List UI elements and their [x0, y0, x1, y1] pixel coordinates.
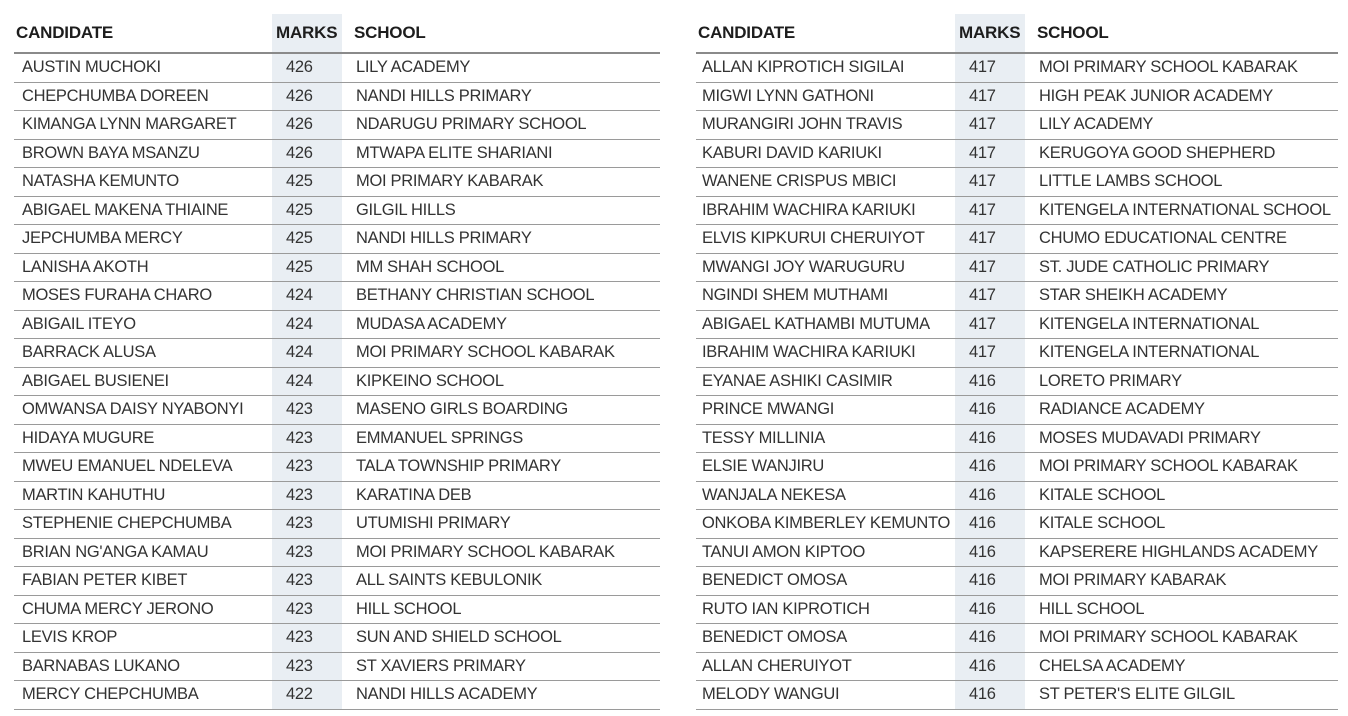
table-row [14, 282, 660, 311]
school-cell: NANDI HILLS PRIMARY [356, 86, 532, 105]
table-row [696, 140, 1338, 169]
school-cell: MOI PRIMARY SCHOOL KABARAK [356, 542, 615, 561]
school-cell: MOI PRIMARY KABARAK [1039, 571, 1227, 590]
school-cell: HILL SCHOOL [1039, 599, 1145, 618]
school-cell: SUN AND SHIELD SCHOOL [356, 628, 562, 647]
candidate-cell: STEPHENIE CHEPCHUMBA [22, 514, 232, 533]
school-cell: KAPSERERE HIGHLANDS ACADEMY [1039, 542, 1318, 561]
table-row [696, 168, 1338, 197]
marks-cell: 426 [286, 143, 313, 162]
candidate-cell: ABIGAEL KATHAMBI MUTUMA [702, 314, 930, 333]
school-cell: ST. JUDE CATHOLIC PRIMARY [1039, 257, 1270, 276]
table-row [696, 339, 1338, 368]
school-cell: CHUMO EDUCATIONAL CENTRE [1039, 229, 1287, 248]
marks-cell: 426 [286, 115, 313, 134]
school-cell: TALA TOWNSHIP PRIMARY [356, 457, 561, 476]
marks-cell: 425 [286, 172, 313, 191]
table-row [696, 425, 1338, 454]
candidate-cell: NATASHA KEMUNTO [22, 172, 179, 191]
table-row [14, 140, 660, 169]
table-row [14, 567, 660, 596]
school-cell: KITALE SCHOOL [1039, 485, 1165, 504]
table-row [696, 681, 1338, 710]
candidate-cell: RUTO IAN KIPROTICH [702, 599, 870, 618]
marks-cell: 416 [969, 400, 996, 419]
candidate-cell: LANISHA AKOTH [22, 257, 149, 276]
table-row [14, 596, 660, 625]
marks-cell: 417 [969, 343, 996, 362]
marks-cell: 416 [969, 542, 996, 561]
school-cell: ST PETER'S ELITE GILGIL [1039, 685, 1235, 704]
candidate-cell: CHUMA MERCY JERONO [22, 599, 214, 618]
table-row [696, 453, 1338, 482]
candidate-cell: FABIAN PETER KIBET [22, 571, 188, 590]
marks-cell: 416 [969, 485, 996, 504]
school-cell: MOI PRIMARY SCHOOL KABARAK [1039, 58, 1298, 77]
marks-cell: 424 [286, 343, 313, 362]
candidate-cell: CHEPCHUMBA DOREEN [22, 86, 209, 105]
marks-cell: 425 [286, 257, 313, 276]
marks-cell: 425 [286, 200, 313, 219]
marks-cell: 422 [286, 685, 313, 704]
table-row [14, 539, 660, 568]
school-cell: ST XAVIERS PRIMARY [356, 656, 526, 675]
table-body [696, 54, 1338, 710]
table-row [14, 311, 660, 340]
candidate-cell: KIMANGA LYNN MARGARET [22, 115, 237, 134]
marks-cell: 416 [969, 571, 996, 590]
candidate-cell: MURANGIRI JOHN TRAVIS [702, 115, 903, 134]
school-cell: RADIANCE ACADEMY [1039, 400, 1205, 419]
marks-cell: 417 [969, 229, 996, 248]
table-header [14, 14, 660, 54]
table-row [696, 539, 1338, 568]
marks-cell: 423 [286, 656, 313, 675]
candidate-cell: MELODY WANGUI [702, 685, 840, 704]
candidate-cell: WANJALA NEKESA [702, 485, 846, 504]
table-header [696, 14, 1338, 54]
marks-cell: 417 [969, 115, 996, 134]
table-row [14, 83, 660, 112]
school-cell: KITALE SCHOOL [1039, 514, 1165, 533]
candidate-cell: ALLAN CHERUIYOT [702, 656, 852, 675]
table-row [696, 510, 1338, 539]
table-row [14, 653, 660, 682]
table-row [696, 111, 1338, 140]
school-cell: KITENGELA INTERNATIONAL SCHOOL [1039, 200, 1331, 219]
candidate-cell: MWANGI JOY WARUGURU [702, 257, 905, 276]
candidate-cell: ALLAN KIPROTICH SIGILAI [702, 58, 905, 77]
school-cell: KARATINA DEB [356, 485, 472, 504]
school-cell: MM SHAH SCHOOL [356, 257, 504, 276]
marks-cell: 423 [286, 485, 313, 504]
school-cell: MASENO GIRLS BOARDING [356, 400, 568, 419]
candidate-cell: ELSIE WANJIRU [702, 457, 825, 476]
candidate-cell: TANUI AMON KIPTOO [702, 542, 865, 561]
marks-cell: 423 [286, 514, 313, 533]
school-cell: MOSES MUDAVADI PRIMARY [1039, 428, 1261, 447]
marks-cell: 417 [969, 200, 996, 219]
marks-cell: 416 [969, 599, 996, 618]
marks-cell: 417 [969, 314, 996, 333]
table-row [696, 282, 1338, 311]
school-cell: BETHANY CHRISTIAN SCHOOL [356, 286, 595, 305]
candidate-cell: TESSY MILLINIA [702, 428, 825, 447]
candidate-cell: MOSES FURAHA CHARO [22, 286, 212, 305]
table-row [696, 482, 1338, 511]
candidate-cell: EYANAE ASHIKI CASIMIR [702, 371, 893, 390]
table-row [696, 311, 1338, 340]
school-cell: MOI PRIMARY SCHOOL KABARAK [1039, 457, 1298, 476]
candidate-cell: BARNABAS LUKANO [22, 656, 180, 675]
school-cell: MOI PRIMARY KABARAK [356, 172, 544, 191]
candidate-cell: MIGWI LYNN GATHONI [702, 86, 874, 105]
table-row [14, 624, 660, 653]
school-cell: LILY ACADEMY [1039, 115, 1154, 134]
candidate-header: CANDIDATE [698, 23, 796, 42]
candidate-cell: WANENE CRISPUS MBICI [702, 172, 897, 191]
candidate-cell: BENEDICT OMOSA [702, 571, 847, 590]
candidate-cell: BARRACK ALUSA [22, 343, 156, 362]
marks-cell: 416 [969, 428, 996, 447]
marks-cell: 416 [969, 514, 996, 533]
table-row [14, 225, 660, 254]
candidate-cell: AUSTIN MUCHOKI [22, 58, 161, 77]
candidate-cell: MERCY CHEPCHUMBA [22, 685, 199, 704]
school-cell: MTWAPA ELITE SHARIANI [356, 143, 553, 162]
table-row [14, 254, 660, 283]
school-cell: KITENGELA INTERNATIONAL [1039, 314, 1260, 333]
candidate-cell: OMWANSA DAISY NYABONYI [22, 400, 244, 419]
candidate-cell: BRIAN NG'ANGA KAMAU [22, 542, 209, 561]
school-cell: CHELSA ACADEMY [1039, 656, 1186, 675]
marks-cell: 424 [286, 286, 313, 305]
marks-cell: 423 [286, 457, 313, 476]
marks-cell: 424 [286, 314, 313, 333]
candidate-cell: ONKOBA KIMBERLEY KEMUNTO [702, 514, 951, 533]
marks-cell: 423 [286, 628, 313, 647]
table-row [696, 596, 1338, 625]
marks-cell: 423 [286, 400, 313, 419]
table-row [14, 681, 660, 710]
table-row [696, 368, 1338, 397]
table-row [14, 197, 660, 226]
marks-cell: 426 [286, 58, 313, 77]
marks-cell: 417 [969, 86, 996, 105]
table-row [14, 396, 660, 425]
school-cell: KERUGOYA GOOD SHEPHERD [1039, 143, 1276, 162]
marks-cell: 417 [969, 143, 996, 162]
candidate-cell: MWEU EMANUEL NDELEVA [22, 457, 233, 476]
marks-cell: 423 [286, 571, 313, 590]
marks-cell: 416 [969, 628, 996, 647]
candidate-cell: MARTIN KAHUTHU [22, 485, 166, 504]
school-cell: STAR SHEIKH ACADEMY [1039, 286, 1228, 305]
school-cell: KIPKEINO SCHOOL [356, 371, 504, 390]
table-body [14, 54, 660, 710]
school-cell: UTUMISHI PRIMARY [356, 514, 511, 533]
table-row [696, 653, 1338, 682]
candidate-cell: IBRAHIM WACHIRA KARIUKI [702, 343, 916, 362]
school-cell: HILL SCHOOL [356, 599, 462, 618]
table-row [696, 225, 1338, 254]
results-table-left [14, 14, 660, 710]
table-row [696, 197, 1338, 226]
school-cell: EMMANUEL SPRINGS [356, 428, 523, 447]
candidate-cell: ELVIS KIPKURUI CHERUIYOT [702, 229, 925, 248]
marks-cell: 416 [969, 457, 996, 476]
candidate-cell: ABIGAEL BUSIENEI [22, 371, 169, 390]
marks-cell: 417 [969, 286, 996, 305]
marks-cell: 424 [286, 371, 313, 390]
school-cell: LORETO PRIMARY [1039, 371, 1182, 390]
table-row [14, 339, 660, 368]
table-row [14, 54, 660, 83]
candidate-cell: KABURI DAVID KARIUKI [702, 143, 882, 162]
school-cell: KITENGELA INTERNATIONAL [1039, 343, 1260, 362]
table-row [14, 168, 660, 197]
table-row [14, 510, 660, 539]
school-cell: ALL SAINTS KEBULONIK [356, 571, 542, 590]
candidate-cell: HIDAYA MUGURE [22, 428, 155, 447]
marks-cell: 425 [286, 229, 313, 248]
marks-cell: 423 [286, 428, 313, 447]
school-cell: NANDI HILLS ACADEMY [356, 685, 538, 704]
table-row [14, 425, 660, 454]
candidate-cell: PRINCE MWANGI [702, 400, 835, 419]
table-row [14, 482, 660, 511]
marks-cell: 417 [969, 58, 996, 77]
school-cell: LILY ACADEMY [356, 58, 471, 77]
table-row [696, 624, 1338, 653]
table-row [14, 111, 660, 140]
results-table-right [696, 14, 1338, 710]
table-row [696, 83, 1338, 112]
school-cell: MOI PRIMARY SCHOOL KABARAK [356, 343, 615, 362]
marks-cell: 423 [286, 599, 313, 618]
candidate-cell: BROWN BAYA MSANZU [22, 143, 200, 162]
candidate-cell: ABIGAIL ITEYO [22, 314, 136, 333]
table-row [696, 254, 1338, 283]
marks-cell: 426 [286, 86, 313, 105]
marks-header: MARKS [276, 23, 338, 42]
table-row [14, 368, 660, 397]
candidate-cell: IBRAHIM WACHIRA KARIUKI [702, 200, 916, 219]
school-cell: MUDASA ACADEMY [356, 314, 507, 333]
table-row [696, 567, 1338, 596]
candidate-cell: JEPCHUMBA MERCY [22, 229, 183, 248]
marks-cell: 417 [969, 172, 996, 191]
school-header: SCHOOL [1037, 23, 1109, 42]
candidate-cell: NGINDI SHEM MUTHAMI [702, 286, 888, 305]
marks-header: MARKS [959, 23, 1021, 42]
candidate-cell: LEVIS KROP [22, 628, 118, 647]
candidate-cell: ABIGAEL MAKENA THIAINE [22, 200, 229, 219]
school-cell: MOI PRIMARY SCHOOL KABARAK [1039, 628, 1298, 647]
school-cell: HIGH PEAK JUNIOR ACADEMY [1039, 86, 1273, 105]
marks-cell: 423 [286, 542, 313, 561]
table-row [14, 453, 660, 482]
marks-cell: 416 [969, 656, 996, 675]
marks-cell: 416 [969, 685, 996, 704]
school-cell: GILGIL HILLS [356, 200, 456, 219]
school-cell: NDARUGU PRIMARY SCHOOL [356, 115, 587, 134]
candidate-cell: BENEDICT OMOSA [702, 628, 847, 647]
school-cell: LITTLE LAMBS SCHOOL [1039, 172, 1223, 191]
marks-cell: 416 [969, 371, 996, 390]
table-row [696, 54, 1338, 83]
school-cell: NANDI HILLS PRIMARY [356, 229, 532, 248]
candidate-header: CANDIDATE [16, 23, 114, 42]
school-header: SCHOOL [354, 23, 426, 42]
table-row [696, 396, 1338, 425]
marks-cell: 417 [969, 257, 996, 276]
